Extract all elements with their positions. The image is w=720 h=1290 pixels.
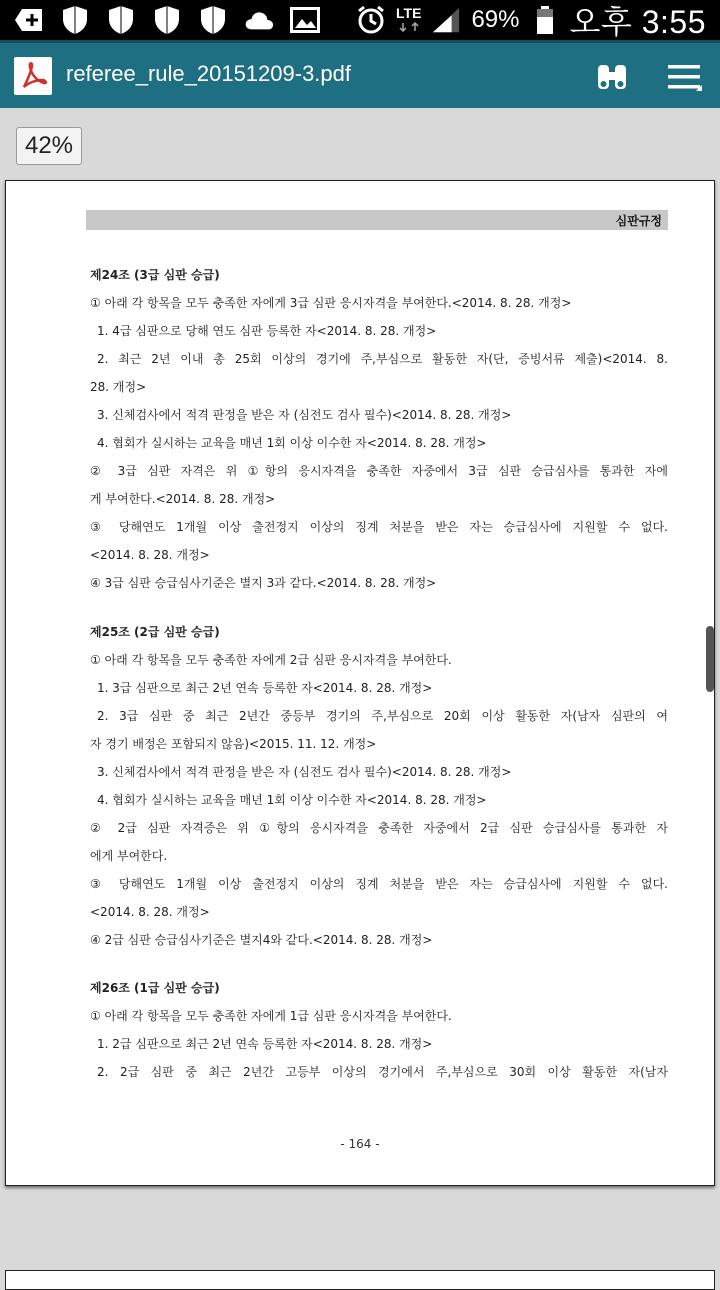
alarm-icon <box>356 5 386 35</box>
shield-icon <box>60 5 90 35</box>
pdf-app-icon[interactable] <box>14 57 52 95</box>
scrollbar-thumb[interactable] <box>706 626 714 692</box>
status-bar <box>0 0 720 40</box>
doc-line: ③ 당해연도 1개월 이상 출전정지 이상의 징계 처분을 받은 자는 승급심사에 지원할 수 없다. <box>90 520 668 534</box>
battery-percent: 69% <box>471 6 520 33</box>
app-bar <box>0 40 720 108</box>
doc-line: <2014. 8. 28. 개정> <box>90 548 210 562</box>
doc-line: 자 경기 배정은 포함되지 않음)<2015. 11. 12. 개정> <box>90 737 377 751</box>
doc-line: 28. 개정> <box>90 380 147 394</box>
network-type: LTE <box>396 5 422 21</box>
binoculars-icon[interactable] <box>592 57 632 97</box>
doc-line: 2. 최근 2년 이내 총 25회 이상의 경기에 주,부심으로 활동한 자(단, 증빙서류 제출)<2014. 8. <box>97 352 668 366</box>
doc-line: 3. 신체검사에서 적격 판정을 받은 자 (심전도 검사 필수)<2014. 8. 28. 개정> <box>97 765 512 779</box>
shield-icon <box>152 5 182 35</box>
doc-line: 1. 4급 심판으로 당해 연도 심판 등록한 자<2014. 8. 28. 개정> <box>97 324 437 338</box>
doc-line: 4. 협회가 실시하는 교육을 매년 1회 이상 이수한 자<2014. 8. 28. 개정> <box>97 793 487 807</box>
doc-line: ④ 3급 심판 승급심사기준은 별지 3과 같다.<2014. 8. 28. 개정> <box>90 576 437 590</box>
pdf-page[interactable] <box>5 180 715 1186</box>
doc-line: 게 부여한다.<2014. 8. 28. 개정> <box>90 492 276 506</box>
doc-line: 2. 3급 심판 중 최근 2년간 중등부 경기의 주,부심으로 20회 이상 활동한 자(남자 심판의 여 <box>97 709 668 723</box>
article-heading: 제25조 (2급 심판 승급) <box>90 625 220 639</box>
doc-line: 3. 신체검사에서 적격 판정을 받은 자 (심전도 검사 필수)<2014. 8. 28. 개정> <box>97 408 512 422</box>
cloud-icon <box>244 5 274 35</box>
next-pdf-page[interactable] <box>5 1270 715 1290</box>
page-header-title: 심판규정 <box>615 214 662 228</box>
clock: 오후 3:55 <box>569 4 706 40</box>
page-number: - 164 - <box>340 1137 380 1151</box>
doc-line: ③ 당해연도 1개월 이상 출전정지 이상의 징계 처분을 받은 자는 승급심사에 지원할 수 없다. <box>90 877 668 891</box>
doc-line: ② 2급 심판 자격증은 위 ①항의 응시자격을 충족한 자중에서 2급 심판 승급심사를 통과한 자 <box>90 821 668 835</box>
article-heading: 제26조 (1급 심판 승급) <box>90 981 220 995</box>
doc-line: 1. 3급 심판으로 최근 2년 연속 등록한 자<2014. 8. 28. 개정> <box>97 681 433 695</box>
doc-line: ④ 2급 심판 승급심사기준은 별지4와 같다.<2014. 8. 28. 개정> <box>90 933 433 947</box>
doc-line: 에게 부여한다. <box>90 849 168 863</box>
doc-line: 4. 협회가 실시하는 교육을 매년 1회 이상 이수한 자<2014. 8. 28. 개정> <box>97 436 487 450</box>
doc-line: ① 아래 각 항목을 모두 충족한 자에게 1급 심판 응시자격을 부여한다. <box>90 1009 452 1023</box>
add-icon <box>14 5 44 35</box>
shield-icon <box>198 5 228 35</box>
doc-line: <2014. 8. 28. 개정> <box>90 905 210 919</box>
lte-icon <box>396 6 421 34</box>
battery-icon <box>530 5 560 35</box>
signal-icon <box>431 5 461 35</box>
menu-icon[interactable] <box>664 57 704 97</box>
page-header <box>86 210 668 230</box>
article-heading: 제24조 (3급 심판 승급) <box>90 268 220 282</box>
image-icon <box>290 5 320 35</box>
shield-icon <box>106 5 136 35</box>
doc-line: 1. 2급 심판으로 최근 2년 연속 등록한 자<2014. 8. 28. 개정> <box>97 1037 433 1051</box>
doc-line: ① 아래 각 항목을 모두 충족한 자에게 3급 심판 응시자격을 부여한다.<2014. 8. 28. 개정> <box>90 296 572 310</box>
document-title: referee_rule_20151209-3.pdf <box>66 61 352 86</box>
zoom-level: 42% <box>16 127 82 165</box>
doc-line: ② 3급 심판 자격은 위 ①항의 응시자격을 충족한 자중에서 3급 심판 승급심사를 통과한 자에 <box>90 464 668 478</box>
doc-line: 2. 2급 심판 중 최근 2년간 고등부 이상의 경기에서 주,부심으로 30회 이상 활동한 자(남자 <box>97 1065 668 1079</box>
doc-line: ① 아래 각 항목을 모두 충족한 자에게 2급 심판 응시자격을 부여한다. <box>90 653 452 667</box>
